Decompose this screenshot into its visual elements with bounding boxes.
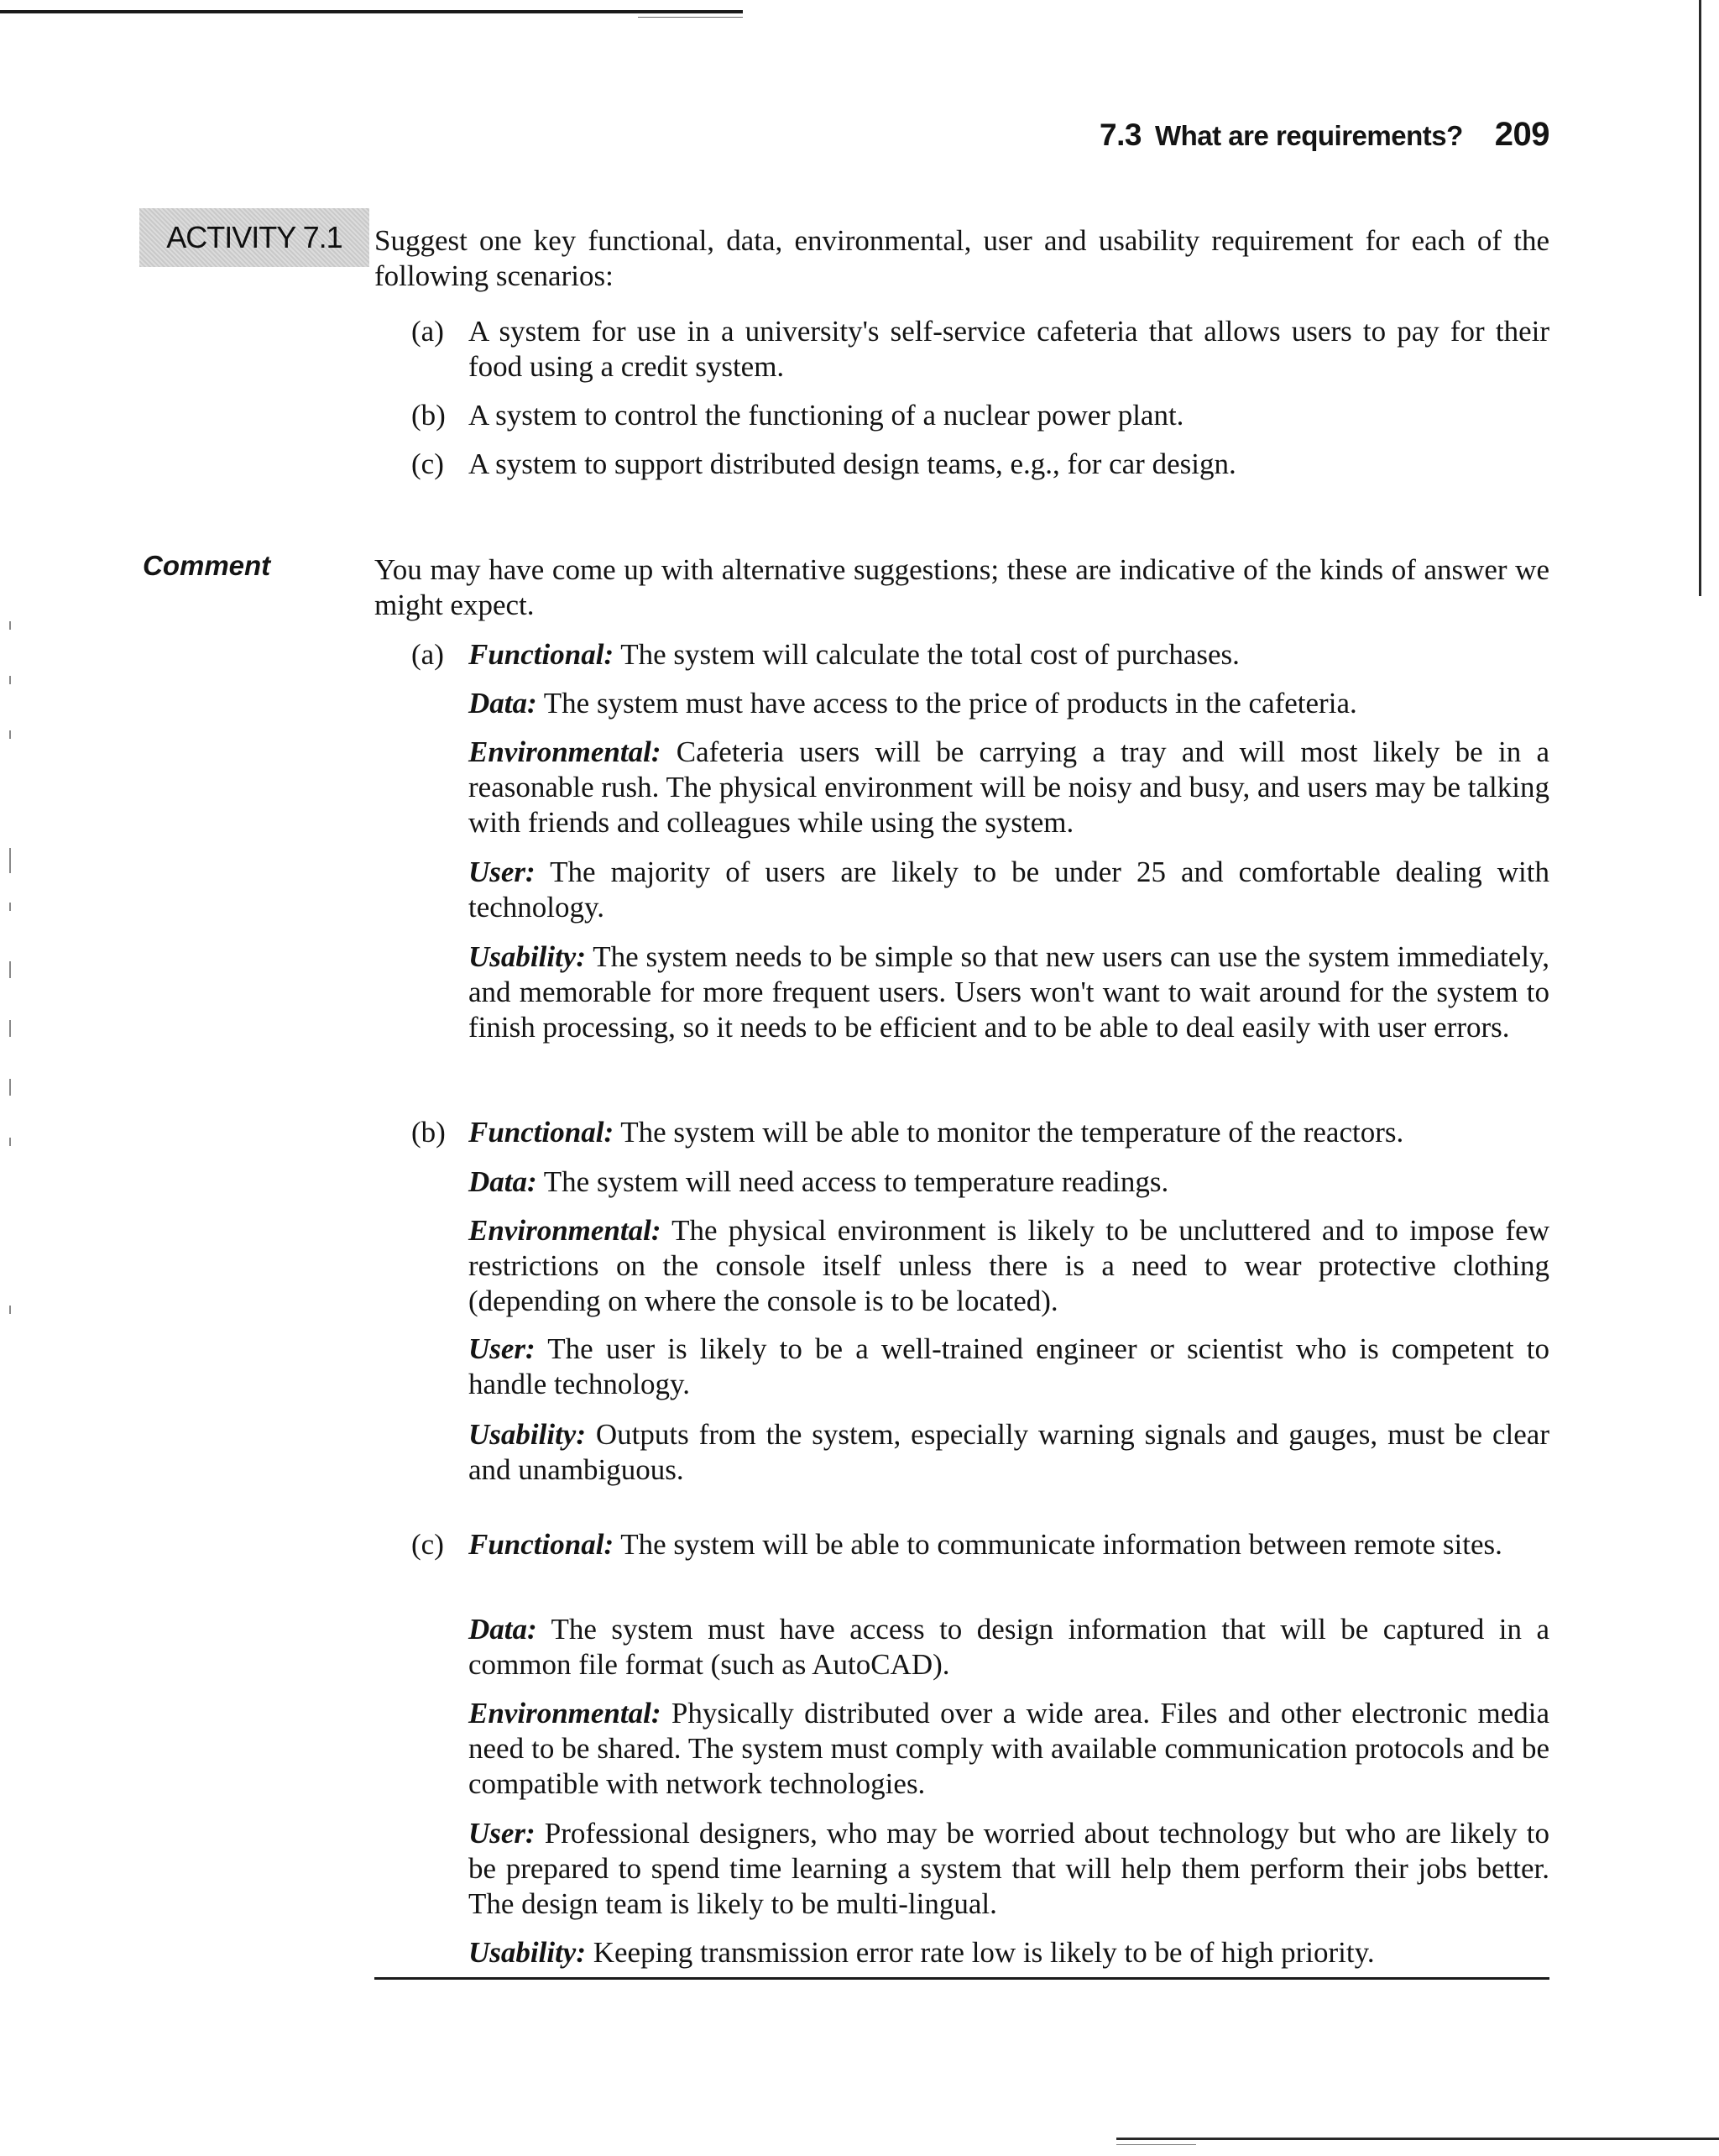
requirement-functional <box>468 1115 1549 1150</box>
requirement-text: The system must have access to design information that will be captured in a common file format (such as AutoCAD). <box>468 1613 1549 1681</box>
margin-mark <box>9 848 11 873</box>
margin-mark <box>9 1138 11 1146</box>
bottom-rule-thin <box>1116 2144 1196 2145</box>
scenario-marker: (c) <box>411 447 444 480</box>
comment-end-rule <box>374 1977 1549 1980</box>
requirement-label: Usability: <box>468 1936 586 1969</box>
requirement-data <box>468 1612 1549 1682</box>
requirement-usability <box>468 1935 1549 1970</box>
requirement-label: Data: <box>468 1613 537 1646</box>
running-head <box>1100 116 1549 154</box>
requirement-text: Outputs from the system, especially warning signals and gauges, must be clear and unambiguous. <box>468 1418 1549 1486</box>
scenario-marker: (a) <box>411 315 444 348</box>
margin-mark <box>9 676 11 684</box>
requirement-environmental <box>468 1213 1549 1319</box>
requirement-usability <box>468 939 1549 1045</box>
scenario-text: A system to control the functioning of a nuclear power plant. <box>468 399 1184 432</box>
requirement-text: The system will be able to monitor the temperature of the reactors. <box>620 1116 1404 1149</box>
requirement-label: Usability: <box>468 1418 586 1451</box>
requirement-label: Functional: <box>468 1528 614 1561</box>
requirement-text: Keeping transmission error rate low is likely to be of high priority. <box>593 1936 1375 1969</box>
requirement-text: The system will be able to communicate information between remote sites. <box>620 1528 1502 1561</box>
scenario-marker: (b) <box>411 399 446 432</box>
requirement-environmental <box>468 1696 1549 1802</box>
requirement-label: Data: <box>468 1165 537 1198</box>
scenario-text: A system to support distributed design teams, e.g., for car design. <box>468 447 1236 480</box>
scenario-item <box>411 398 1549 433</box>
answer-marker: (c) <box>411 1528 444 1561</box>
requirement-label: Usability: <box>468 940 586 973</box>
section-title: What are requirements? <box>1154 120 1463 151</box>
comment-intro: You may have come up with alternative suggestions; these are indicative of the kinds of answer we might expect. <box>374 553 1549 621</box>
scenario-item <box>411 447 1549 482</box>
activity-prompt: Suggest one key functional, data, environmental, user and usability requirement for each of the following scenarios: <box>374 224 1549 292</box>
requirement-user <box>468 1332 1549 1402</box>
requirement-label: Environmental: <box>468 735 661 768</box>
requirement-text: Cafeteria users will be carrying a tray and will most likely be in a reasonable rush. The physical environment will be noisy and busy, and users may be talking with friends and colleagues while using the system. <box>468 735 1550 839</box>
margin-mark <box>9 961 11 978</box>
requirement-label: User: <box>468 1817 536 1850</box>
requirement-label: Functional: <box>468 638 614 671</box>
margin-mark <box>9 621 11 630</box>
requirement-text: The system must have access to the price of products in the cafeteria. <box>543 687 1357 720</box>
requirement-text: The physical environment is likely to be uncluttered and to impose few restrictions on the console itself unless there is a need to wear protective clothing (depending on where the console is to be located). <box>468 1214 1549 1317</box>
answer-marker: (a) <box>411 638 444 671</box>
requirement-data <box>468 686 1549 721</box>
scenario-item <box>411 314 1549 385</box>
requirement-environmental <box>468 735 1549 840</box>
requirement-label: Environmental: <box>468 1697 661 1730</box>
page-number: 209 <box>1494 116 1549 153</box>
top-rule <box>0 10 743 13</box>
requirement-label: User: <box>468 856 536 888</box>
margin-mark <box>9 1020 11 1037</box>
requirement-label: Environmental: <box>468 1214 661 1247</box>
requirement-text: The system will need access to temperature readings. <box>543 1165 1169 1198</box>
requirement-text: The majority of users are likely to be under 25 and comfortable dealing with technology. <box>468 856 1549 924</box>
requirement-label: User: <box>468 1332 536 1365</box>
answer-marker: (b) <box>411 1116 446 1149</box>
requirement-label: Data: <box>468 687 537 720</box>
requirement-text: Professional designers, who may be worried about technology but who are likely to be prepared to spend time learning a system that will help them perform their jobs better. The design team is likely to be multi-lingual. <box>468 1817 1549 1920</box>
page-edge-line <box>1699 0 1701 596</box>
margin-mark <box>9 1079 11 1096</box>
requirement-data <box>468 1164 1549 1200</box>
requirement-label: Functional: <box>468 1116 614 1149</box>
margin-mark <box>9 1306 11 1314</box>
requirement-functional <box>468 637 1549 672</box>
requirement-user <box>468 855 1549 925</box>
activity-badge: ACTIVITY 7.1 <box>139 208 369 267</box>
bottom-rule <box>1116 2138 1719 2140</box>
requirement-functional <box>468 1527 1549 1562</box>
margin-mark <box>9 903 11 911</box>
requirement-usability <box>468 1417 1549 1488</box>
requirement-text: The user is likely to be a well-trained engineer or scientist who is competent to handle technology. <box>468 1332 1550 1400</box>
section-number: 7.3 <box>1100 118 1142 152</box>
margin-mark <box>9 730 11 739</box>
requirement-text: The system will calculate the total cost of purchases. <box>620 638 1240 671</box>
requirement-user <box>468 1816 1549 1922</box>
top-rule-thin <box>638 17 743 18</box>
scenario-text: A system for use in a university's self-service cafeteria that allows users to pay for their food using a credit system. <box>468 315 1549 383</box>
comment-label: Comment <box>143 550 271 581</box>
requirement-text: The system needs to be simple so that new users can use the system immediately, and memorable for more frequent users. Users won't want to wait around for the system to finish processing, so it needs to be efficient and to be able to deal easily with user errors. <box>468 940 1549 1044</box>
requirement-text: Physically distributed over a wide area. Files and other electronic media need to be shared. The system must comply with available communication protocols and be compatible with network technologies. <box>468 1697 1550 1800</box>
